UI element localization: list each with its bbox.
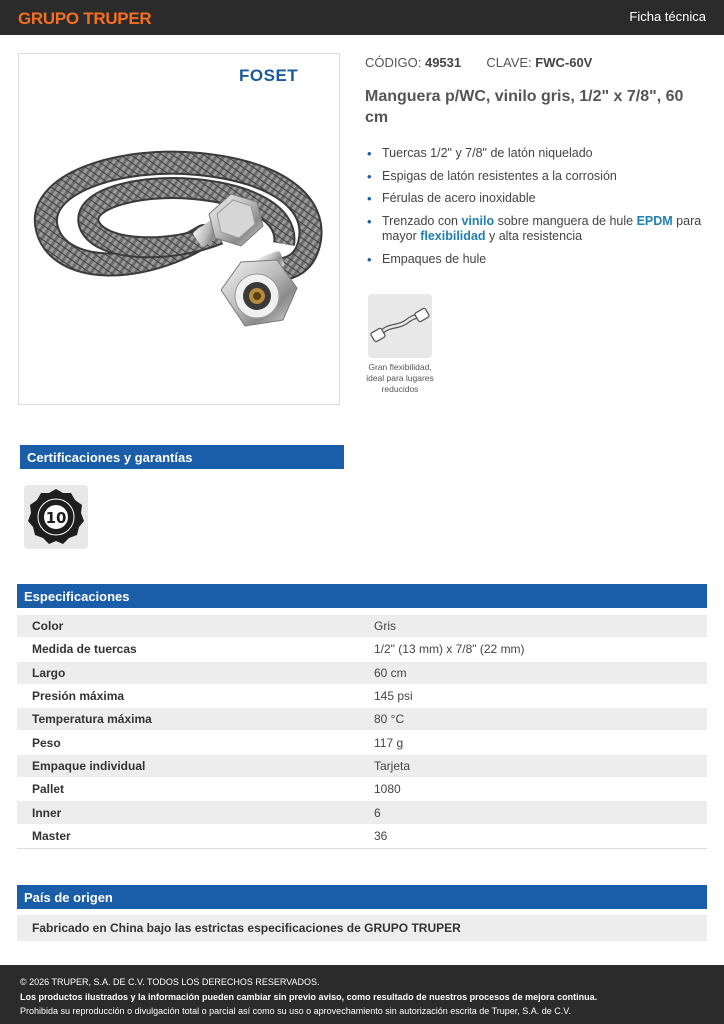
spec-value: 80 °C [374, 712, 405, 727]
braided-hose-image [19, 54, 341, 406]
spec-row [17, 778, 707, 801]
spec-label: Inner [32, 805, 62, 820]
footer-copyright: © 2026 TRUPER, S.A. DE C.V. TODOS LOS DERECHOS RESERVADOS. [20, 977, 320, 987]
feature-icon-caption: Gran flexibilidad, ideal para lugares reducidos [366, 362, 434, 394]
spec-row [17, 685, 707, 708]
document-type: Ficha técnica [629, 9, 706, 24]
feature-highlight: flexibilidad [420, 229, 486, 243]
spec-value: 1080 [374, 782, 401, 797]
feature-highlight: EPDM [636, 213, 673, 228]
product-photo [18, 53, 340, 405]
spec-value: 6 [374, 805, 381, 820]
spec-row [17, 638, 707, 661]
spec-label: Pallet [32, 782, 65, 797]
feature-list [366, 146, 711, 274]
feature-text: y alta resistencia [485, 229, 583, 243]
section-origin-title: País de origen [17, 885, 707, 909]
spec-row [17, 755, 707, 778]
spec-label: Largo [32, 665, 66, 680]
feature-item: • Espigas de latón resistentes a la corrosión [366, 169, 711, 185]
spec-value: 1/2" (13 mm) x 7/8" (22 mm) [374, 642, 525, 657]
spec-label: Master [32, 828, 71, 843]
product-title: Manguera p/WC, vinilo gris, 1/2" x 7/8", 60 cm [365, 88, 684, 126]
feature-highlight: vinilo [461, 213, 495, 228]
feature-text: para mayor [382, 213, 702, 243]
spec-value: 36 [374, 828, 388, 843]
section-certifications-title: Certificaciones y garantías [20, 445, 344, 469]
spec-value: 117 g [374, 735, 404, 750]
spec-label: Empaque individual [32, 758, 146, 773]
key-label: CLAVE: [486, 55, 532, 70]
spec-row [17, 615, 707, 638]
spec-label: Presión máxima [32, 689, 125, 704]
key-value: FWC-60V [535, 55, 593, 70]
feature-item [366, 214, 711, 245]
spec-value: Gris [374, 619, 396, 634]
top-bar [0, 0, 724, 35]
feature-text: sobre manguera de hule [494, 213, 637, 228]
warranty-10-years-seal-icon [24, 485, 88, 549]
footer-notice: Los productos ilustrados y la información pueden cambiar sin previo aviso, como resultado de nuestros procesos de mejora continua. [20, 991, 598, 1002]
spec-value: Tarjeta [374, 758, 411, 773]
spec-row [17, 731, 707, 754]
origin-text: Fabricado en China bajo las estrictas especificaciones de GRUPO TRUPER [17, 915, 707, 941]
flexible-hose-icon [368, 294, 432, 358]
feature-text: Trenzado con [382, 213, 462, 228]
spec-label: Temperatura máxima [32, 712, 152, 727]
table-divider [17, 848, 707, 849]
spec-row [17, 825, 707, 848]
code-value: 49531 [424, 55, 462, 70]
spec-row [17, 801, 707, 824]
specifications-table [17, 615, 707, 848]
spec-row [17, 708, 707, 731]
feature-item: • Tuercas 1/2" y 7/8" de latón niquelado [366, 146, 711, 162]
feature-item: • Férulas de acero inoxidable [366, 191, 711, 207]
footer [0, 965, 724, 1024]
code-label: CÓDIGO: [365, 55, 422, 70]
footer-legal: Prohibida su reproducción o divulgación total o parcial así como su uso o aprovechamiento sin autorización escrita de Truper, S.A. de C.V. [20, 1006, 571, 1016]
product-codes [365, 55, 592, 70]
brand-foset-logo: FOSET [239, 66, 299, 85]
brand-logo: GRUPO TRUPER [18, 9, 152, 28]
spec-row [17, 662, 707, 685]
spec-label: Medida de tuercas [32, 642, 137, 657]
spec-value: 60 cm [374, 665, 407, 680]
spec-label: Color [32, 619, 64, 634]
spec-label: Peso [32, 735, 61, 750]
svg-text:10: 10 [45, 509, 67, 527]
section-specifications-title: Especificaciones [17, 584, 707, 608]
feature-item: • Empaques de hule [366, 252, 711, 268]
spec-value: 145 psi [374, 689, 413, 704]
